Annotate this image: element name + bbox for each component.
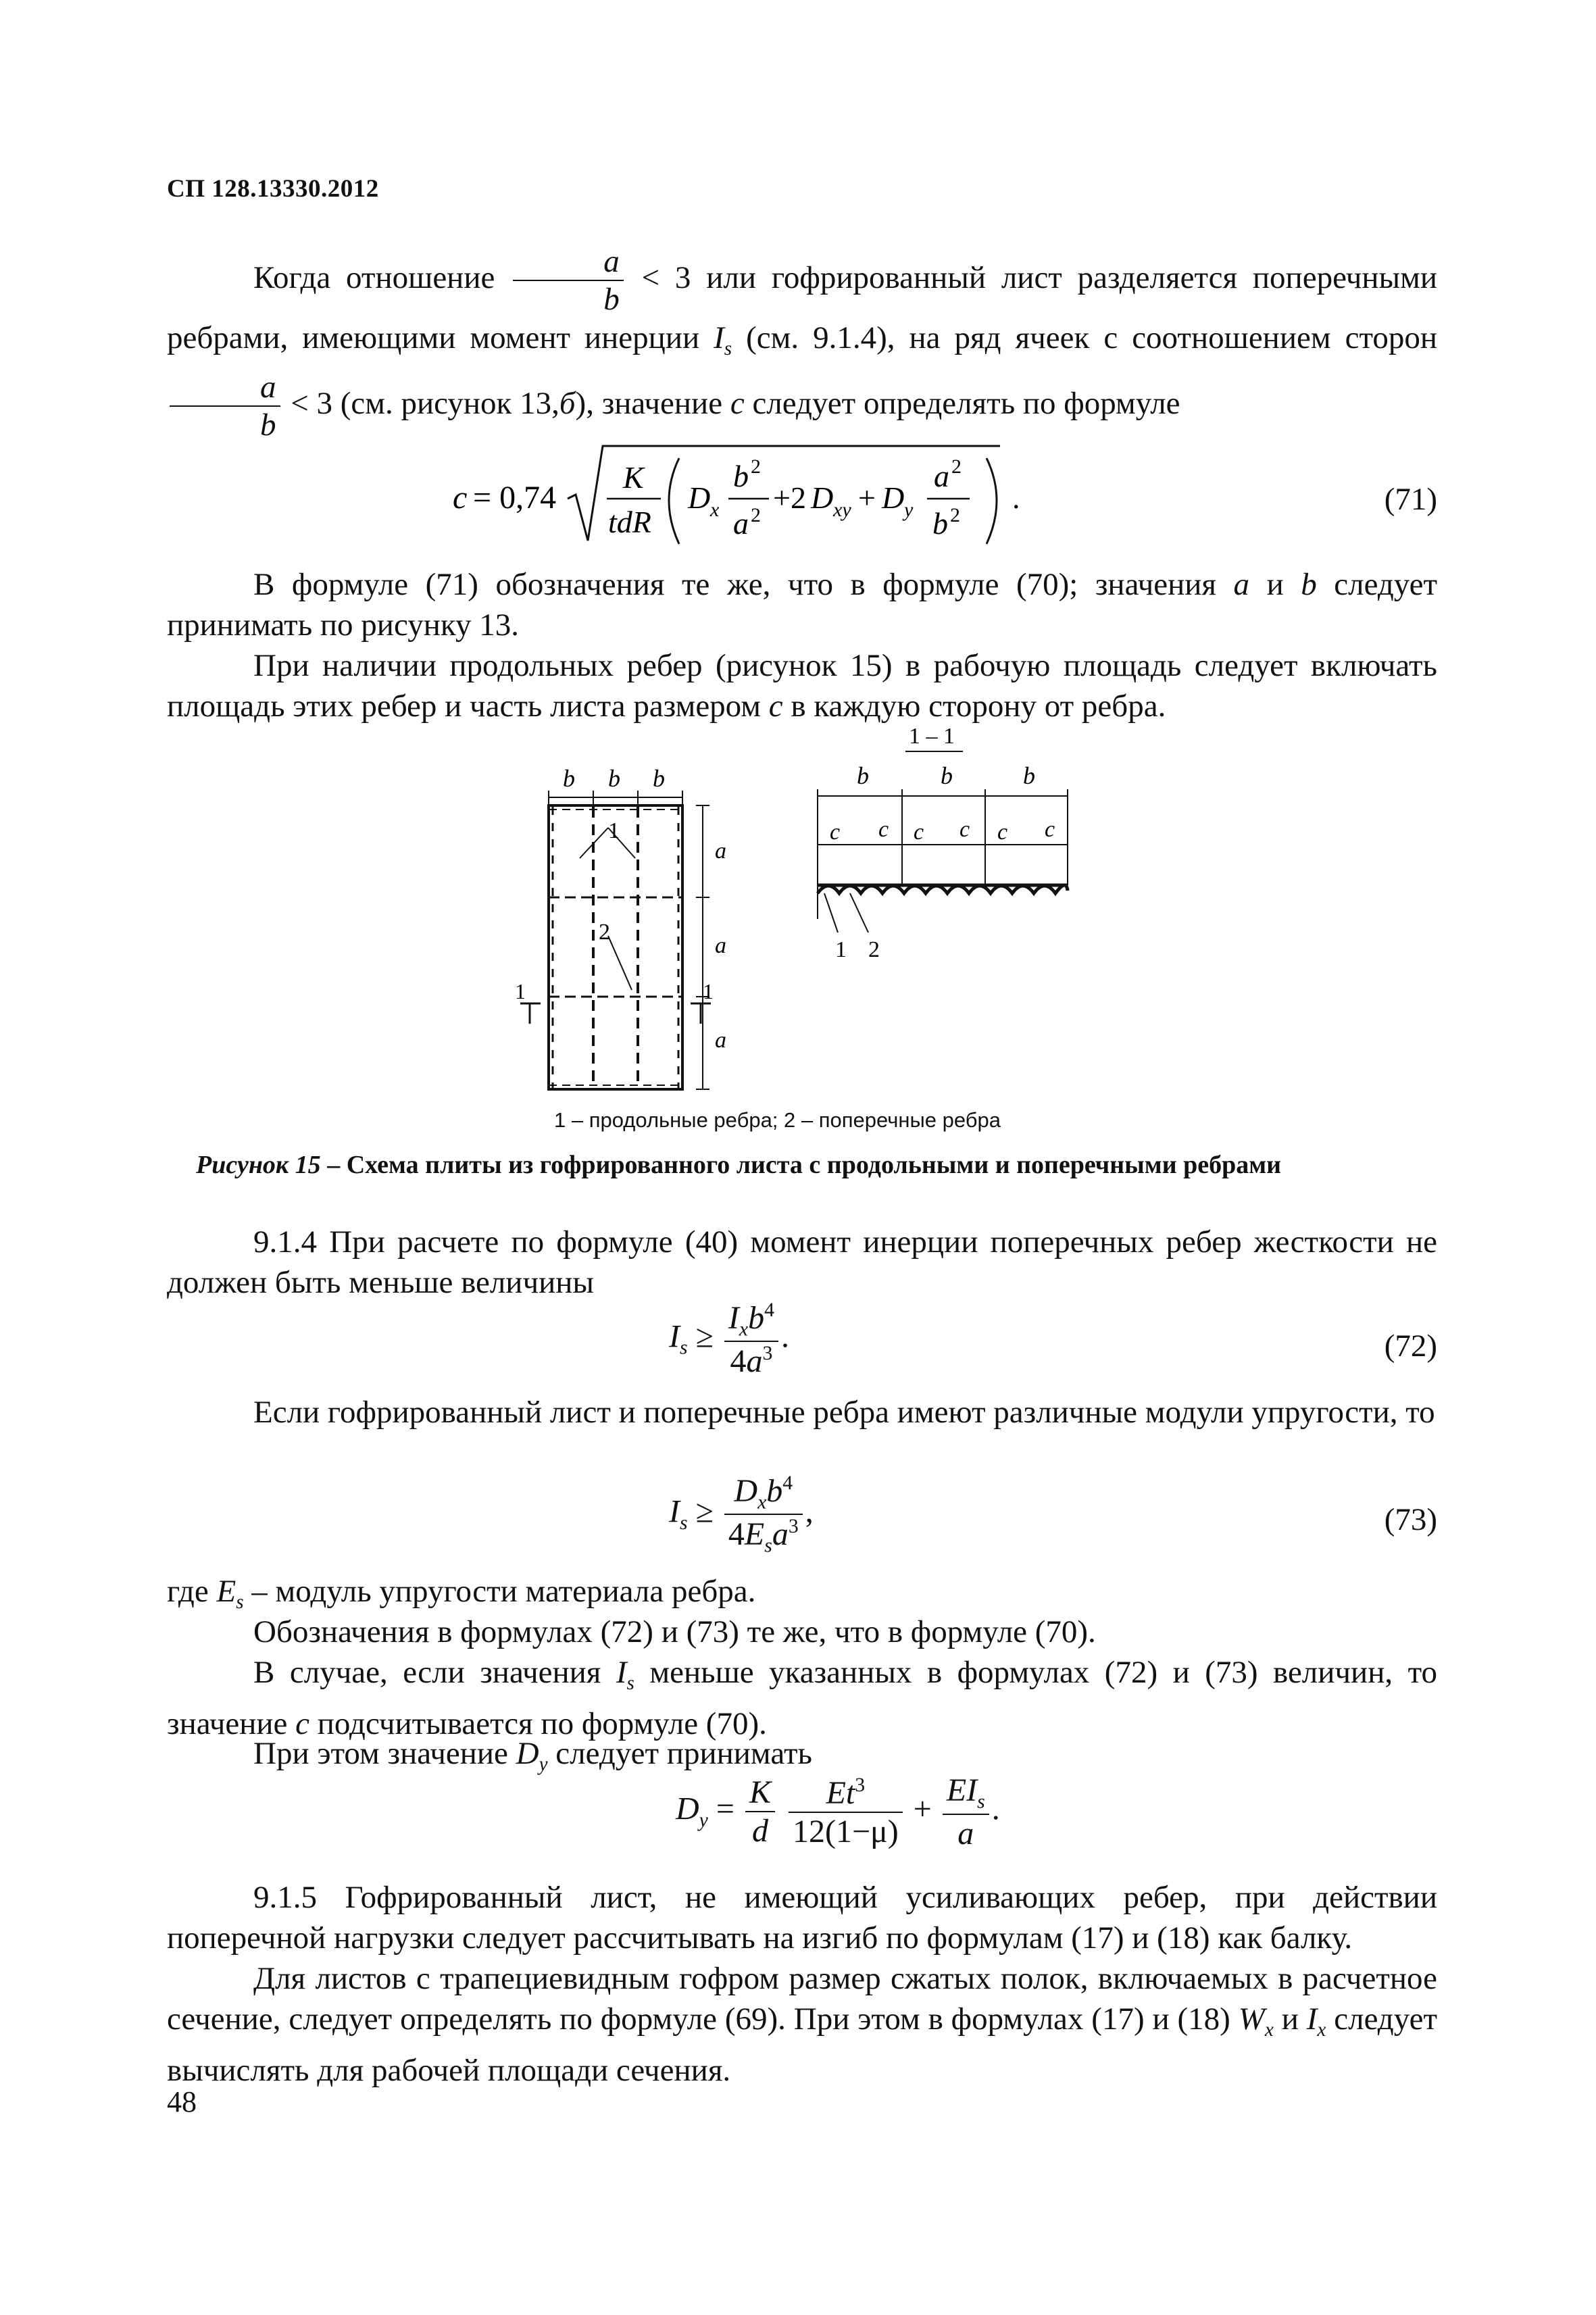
text-fragment: следует определять по формуле	[752, 386, 1180, 422]
paragraph-notation-72-73: Обозначения в формулах (72) и (73) те же, что в формуле (70).	[253, 1614, 1096, 1649]
rib-label-2: 2	[599, 920, 610, 945]
text-fragment: меньше указанных в формулах (72) и (73) величин, то значение	[167, 1655, 1438, 1742]
section-view	[818, 789, 1068, 932]
svg-text:2: 2	[951, 455, 962, 478]
dim-b-label: b	[653, 765, 665, 792]
text-fragment: В формуле (71) обозначения те же, что в формуле (70); значения	[253, 567, 1216, 602]
dim-c-label: c	[1045, 817, 1055, 842]
text-fragment: ), значение	[575, 386, 723, 422]
text-fragment: и	[1266, 567, 1284, 602]
formula-73: $I_s$ ≥ $\frac{D_xb^4}{4E_sa^3}$ ,	[669, 1472, 814, 1557]
formula-72: $I_s$ ≥ $\frac{I_xb^4}{4a^3}$ .	[669, 1299, 789, 1380]
paragraph-9-1-5: 9.1.5 Гофрированный лист, не имеющий усиливающих ребер, при действии поперечной нагрузки следует рассчитывать на изгиб по формулам (17) и (18) как балку.	[167, 1880, 1437, 1956]
dim-b-label: b	[1023, 762, 1035, 789]
page-number: 48	[167, 2085, 197, 2118]
text-fragment: При наличии продольных ребер (рисунок 15) в рабочую площадь следует включать площадь этих ребер и часть листа размером	[167, 648, 1437, 724]
fraction-a-over-b: $\frac{a}{b}$	[170, 369, 280, 443]
dim-b-label: b	[563, 765, 575, 792]
paragraph-trapezoidal: Для листов с трапециевидным гофром размер сжатых полок, включаемых в расчетное сечение, следует определять по формуле (69). При этом в формулах (17) и (18) $W_x$ и $I_x$ следует вычислять для рабочей площади сечения.	[167, 1961, 1437, 2089]
rib-label-2: 2	[868, 937, 880, 962]
text-fragment: < 3 (см. рисунок 13,	[291, 386, 559, 422]
text-fragment: следует принимать по рисунку 13.	[167, 567, 1438, 643]
text-fragment: б	[559, 386, 576, 422]
svg-text:2: 2	[751, 455, 761, 478]
svg-text:xy: xy	[833, 499, 851, 521]
text-fragment: Когда отношение	[253, 259, 495, 295]
dim-a-label: a	[715, 1028, 726, 1053]
paragraph-where-es: где $E_s$ – модуль упругости материала ребра.	[167, 1574, 756, 1614]
rib-label-1: 1	[835, 937, 847, 962]
svg-text:c: c	[453, 480, 468, 516]
paragraph-longitudinal-ribs: При наличии продольных ребер (рисунок 15) в рабочую площадь следует включать площадь этих ребер и часть листа размером c в каждую сторону от ребра.	[167, 648, 1437, 724]
caption-text: – Схема плиты из гофрированного листа с продольными и поперечными ребрами	[327, 1151, 1281, 1179]
svg-text:2: 2	[950, 504, 960, 526]
svg-text:+2: +2	[773, 480, 806, 515]
caption-label: Рисунок 15	[196, 1151, 321, 1179]
section-mark-right: 1	[703, 979, 714, 1003]
figure-legend: 1 – продольные ребра; 2 – поперечные ребра	[554, 1108, 1001, 1132]
text-fragment: где	[167, 1574, 209, 1609]
svg-text:tdR: tdR	[608, 505, 651, 539]
dim-c-label: c	[830, 820, 841, 845]
section-mark-left: 1	[515, 979, 526, 1003]
text-fragment: и	[1281, 2001, 1299, 2037]
dim-c-label: c	[959, 817, 970, 842]
svg-text:b: b	[932, 506, 948, 541]
svg-text:= 0,74: = 0,74	[473, 480, 557, 516]
svg-text:+: +	[858, 480, 876, 515]
svg-text:.: .	[1012, 480, 1020, 515]
dim-b-label: b	[857, 762, 869, 789]
text-fragment: следует принимать	[555, 1736, 812, 1771]
text-fragment: При этом значение	[253, 1736, 508, 1771]
svg-text:D: D	[882, 480, 905, 515]
document-header: СП 128.13330.2012	[167, 175, 379, 203]
text-fragment: подсчитывается по формуле (70).	[317, 1706, 767, 1742]
text-fragment: В случае, если значения	[253, 1655, 601, 1690]
dim-b-label: b	[941, 762, 953, 789]
rib-label-1: 1	[608, 818, 620, 843]
paragraph-9-1-4: 9.1.4 При расчете по формуле (40) момент инерции поперечных ребер жесткости не должен быть меньше величины	[167, 1224, 1437, 1300]
text-fragment: следует вычислять для рабочей площади сечения.	[167, 2001, 1437, 2089]
text-fragment: (см. 9.1.4), на ряд ячеек с соотношением сторон	[746, 320, 1438, 356]
dim-c-label: c	[997, 820, 1008, 845]
dim-b-label: b	[608, 765, 620, 792]
formula-71	[446, 432, 1054, 561]
fraction-a-over-b: $\frac{a}{b}$	[513, 243, 624, 318]
text-fragment: Для листов с трапециевидным гофром размер сжатых полок, включаемых в расчетное сечение, следует определять по формуле (69). При этом в формулах (17) и (18)	[167, 1961, 1437, 2037]
dim-c-label: c	[914, 820, 924, 845]
dim-a-label: a	[715, 839, 726, 864]
dim-c-label: c	[878, 817, 889, 842]
paragraph-dy: При этом значение $D_y$ следует принимать	[253, 1736, 812, 1776]
paragraph-ratio: Когда отношение $\frac{a}{b}$ < 3 или гофрированный лист разделяется поперечными ребрами, имеющими момент инерции $I_s$ (см. 9.1.4), на ряд ячеек с соотношением сторон $\frac{a}{b}$ < 3 (см. рисунок 13,б), значение c следует определять по формуле	[167, 244, 1438, 443]
svg-text:D: D	[688, 480, 711, 515]
dim-a-label: a	[715, 933, 726, 958]
svg-text:x: x	[710, 499, 720, 521]
paragraph-notation: В формуле (71) обозначения те же, что в формуле (70); значения a и b следует принимать по рисунку 13.	[167, 567, 1438, 643]
text-fragment: в каждую сторону от ребра.	[791, 689, 1166, 724]
section-1-1-title: 1 – 1	[909, 724, 955, 749]
paragraph-if-less: В случае, если значения $I_s$ меньше указанных в формулах (72) и (73) величин, то значение c подсчитывается по формуле (70).	[167, 1655, 1438, 1742]
svg-text:K: K	[623, 460, 644, 495]
figure-15-diagram	[500, 716, 1135, 1095]
paragraph-moduli: Если гофрированный лист и поперечные ребра имеют различные модули упругости, то	[253, 1395, 1435, 1430]
equation-number-71: (71)	[1384, 482, 1437, 517]
svg-text:2: 2	[751, 504, 761, 526]
equation-number-73: (73)	[1384, 1502, 1437, 1537]
equation-number-72: (72)	[1384, 1328, 1437, 1364]
svg-text:b: b	[733, 459, 749, 493]
formula-dy: $D_y$ = $\frac{K}{d}$ $\frac{Et^3}{12(1-\mu)}$ + $\frac{EI_s}{a}$ .	[676, 1772, 1000, 1851]
svg-text:a: a	[733, 506, 749, 541]
svg-text:a: a	[934, 459, 949, 493]
figure-caption	[196, 1150, 1281, 1180]
svg-text:y: y	[904, 499, 914, 521]
text-fragment: < 3 или гофрированный лист разделяется поперечными ребрами, имеющими момент инерции	[167, 259, 1438, 356]
svg-text:D: D	[811, 480, 834, 515]
text-fragment: – модуль упругости материала ребра.	[251, 1574, 756, 1609]
